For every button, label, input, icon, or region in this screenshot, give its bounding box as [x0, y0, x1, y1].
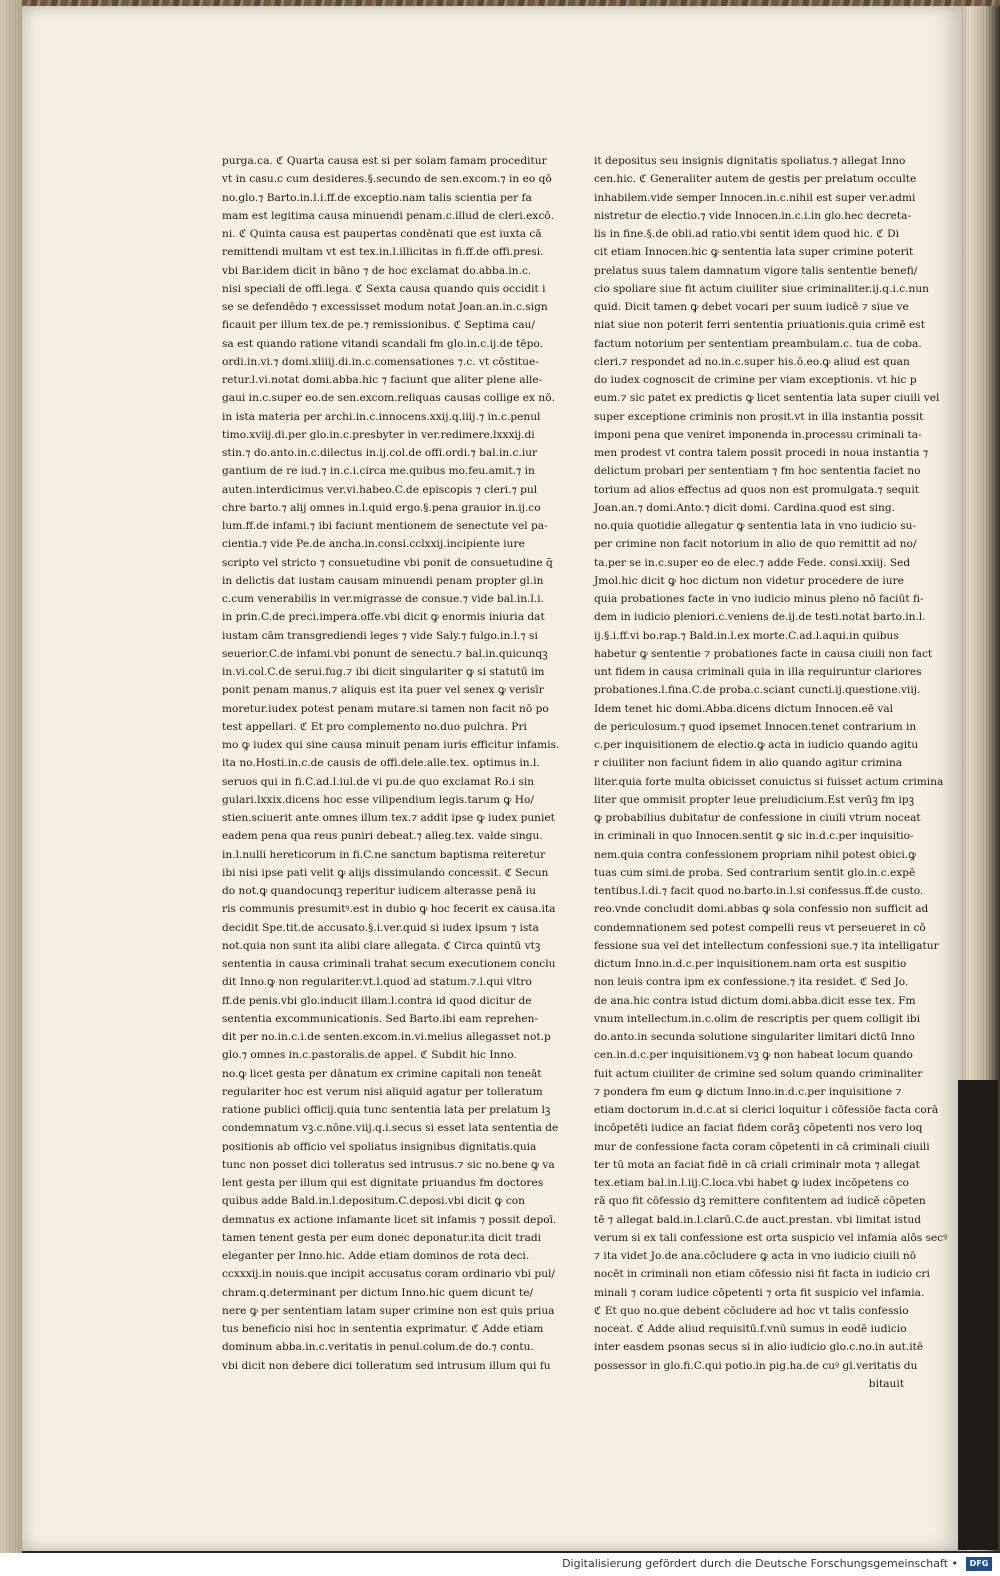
text-line: Idem tenet hic domi.Abba.dicens dictum Innocen.eē val: [594, 702, 894, 715]
text-line: nem.quia contra confessionem propriam nihil potest obici.ꝙ: [594, 848, 917, 861]
text-line: prelatus suus talem damnatum vigore talis sententie benefi/: [594, 264, 918, 277]
text-line: iustam cām transgrediendi leges ⁊ vide Saly.⁊ fulgo.in.l.⁊ si: [222, 629, 538, 642]
text-line: possessor in glo.fi.C.qui potio.in pig.ha.de cuꝰ gl.veritatis du: [594, 1359, 918, 1372]
text-line: in ista materia per archi.in.c.innocens.xxij.q.iiij.⁊ in.c.penul: [222, 410, 541, 423]
text-line: fessione sua vel det intellectum confessioni sue.⁊ ita intelligatur: [594, 939, 939, 952]
text-line: chre barto.⁊ alij omnes in.l.quid ergo.§.pena grauior in.ij.co: [222, 501, 541, 514]
text-line: lent gesta per illum qui est dignitate priuandus fm doctores: [222, 1177, 544, 1189]
text-line: seruos qui in fi.C.ad.l.iul.de vi pu.de quo exclamat Ro.i sin: [222, 775, 535, 788]
text-line: auten.interdicimus ver.vi.habeo.C.de episcopis ⁊ cleri.⁊ pul: [222, 483, 538, 496]
text-line: in.l.nulli hereticorum in fi.C.ne sanctum baptisma reiteretur: [222, 848, 546, 861]
text-line: do not.ꝙ quandocunqꝫ reperitur iudicem alterasse penā iu: [222, 885, 536, 897]
text-line: timo.xviij.di.per glo.in.c.presbyter in ver.redimere.lxxxij.di: [222, 428, 535, 441]
text-line: seuerior.C.de infami.vbi ponunt de senectu.⁊ bal.in.quicunqꝫ: [222, 647, 548, 660]
right-text-column: [594, 152, 948, 1393]
text-line: men prodest vt contra talem possit procedi in noua instantia ⁊: [594, 447, 929, 459]
text-line: lum.ff.de infami.⁊ ibi faciunt mentionem de senectute vel pa-: [222, 520, 548, 532]
text-line: cio spoliare siue fit actum ciuiliter siue criminaliter.ij.q.i.c.nun: [594, 282, 929, 295]
text-line: probationes.l.fina.C.de proba.c.sciant cuncti.ij.questione.viij.: [594, 684, 921, 697]
text-line: reo.vnde concludit domi.abbas ꝙ sola confessio non sufficit ad: [594, 903, 929, 916]
text-line: cleri.⁊ respondet ad no.in.c.super his.ō.eo.ꝙ aliud est quan: [594, 355, 910, 368]
text-line: dictum Inno.in.d.c.per inquisitionem.nam orta est suspitio: [594, 958, 907, 970]
text-line: nocēt in criminali non etiam cōfessio nisi fit facta in iudicio cri: [594, 1268, 930, 1281]
text-line: lis in fine.§.de obli.ad ratio.vbi sentit idem quod hic. ℭ Di: [594, 228, 899, 240]
text-line: ⁊ ita videt Jo.de ana.cōcludere ꝙ acta in vno iudicio ciuili nō: [594, 1250, 917, 1262]
text-line: tuas cum simi.de proba. Sed contrarium sentit glo.in.c.expē: [594, 866, 916, 879]
text-line: inter easdem psonas secus si in alio iudicio glo.c.no.in aut.itē: [594, 1341, 924, 1354]
text-line: habetur ꝙ sententie ⁊ probationes facte in causa ciuili non fact: [594, 647, 933, 660]
text-line: mo ꝙ iudex qui sine causa minuit penam iuris efficitur infamis.: [222, 739, 560, 751]
text-line: rā quo fit cōfessio dꝫ remittere confitentem ad iudicē cōpeten: [594, 1195, 926, 1208]
text-line: vbi Bar.idem dicit in bāno ⁊ de hoc exclamat do.abba.in.c.: [222, 264, 532, 277]
text-line: remittendi multam vt est tex.in.l.illicitas in fi.ff.de offi.presi.: [222, 246, 544, 259]
text-line: condemnationem sed potest compelli reus vt perseueret in cō: [594, 921, 926, 934]
text-line: in.vi.col.C.de serui.fug.⁊ ibi dicit singulariter ꝙ si statutū im: [222, 666, 545, 678]
text-line: quibus adde Bald.in.l.depositum.C.deposi.vbi dicit ꝙ con: [222, 1195, 526, 1208]
text-line: stien.sciuerit ante omnes illum tex.⁊ addit ipse ꝙ iudex puniet: [222, 812, 555, 824]
text-line: moretur.iudex potest penam mutare.si tamen non facit nō po: [222, 702, 549, 715]
text-line: quia probationes facte in vno iudicio minus pleno nō faciūt fi-: [594, 593, 924, 605]
text-line: ⁊ pondera fm eum ꝙ dictum Inno.in.d.c.per inquisitione ⁊: [594, 1085, 902, 1098]
text-line: it depositus seu insignis dignitatis spoliatus.⁊ allegat Inno: [594, 155, 906, 167]
text-line: condemnatum vꝫ.c.nōne.viij.q.i.secus si esset lata sententia de: [222, 1122, 559, 1135]
text-line: etiam doctorum in.d.c.at si clerici loquitur i cōfessiōe facta corā: [594, 1104, 939, 1116]
binding-shadow: [958, 1080, 998, 1550]
text-line: mur de confessione facta coram cōpetenti in cā criminali ciuili: [594, 1140, 930, 1153]
text-line: vt in casu.c cum desideres.§.secundo de sen.excom.⁊ in eo qō: [222, 173, 552, 186]
text-line: cen.in.d.c.per inquisitionem.vꝫ ꝙ non habeat locum quando: [594, 1049, 913, 1062]
text-line: ris communis presumitꝰ.est in dubio ꝙ hoc fecerit ex causa.ita: [222, 903, 556, 916]
text-line: cientia.⁊ vide Pe.de ancha.in.consi.cclxxij.incipiente iure: [222, 538, 525, 551]
text-line: quid. Dicit tamen ꝙ debet vocari per suum iudicē ⁊ siue ve: [594, 301, 909, 313]
text-line: retur.l.vi.notat domi.abba.hic ⁊ faciunt que aliter plene alle-: [222, 374, 543, 386]
text-line: decidit Spe.tit.de accusato.§.i.ver.quid si iudex ipsum ⁊ ista: [222, 921, 539, 934]
text-line: fuit actum ciuiliter de crimine sed solum quando criminaliter: [594, 1067, 923, 1080]
text-line: not.quia non sunt ita alibi clare allegata. ℭ Circa quintū vtꝫ: [222, 939, 541, 952]
text-line: dit Inno.ꝙ non regulariter.vt.l.quod ad statum.⁊.l.qui vltro: [222, 976, 532, 989]
text-line: ℭ Et quo no.que debent cōcludere ad hoc vt talis confessio: [594, 1304, 909, 1317]
text-line: do iudex cognoscit de crimine per viam exceptionis. vt hic p: [594, 374, 917, 386]
text-line: non leuis contra ipm ex confessione.⁊ ita residet. ℭ Sed Jo.: [594, 976, 909, 989]
text-line: delictum probari per sententiam ⁊ fm hoc sententia faciet no: [594, 465, 921, 478]
text-line: inhabilem.vide semper Innocen.in.c.nihil est super ver.admi: [594, 191, 916, 204]
text-line: gaui in.c.super eo.de sen.excom.reliquas causas collige ex nō.: [222, 392, 555, 405]
footer-credit: Digitalisierung gefördert durch die Deutsche Forschungsgemeinschaft •: [562, 1557, 958, 1570]
text-line: liter.quia forte multa obicisset conuictus si fuisset actum crimina: [594, 775, 944, 788]
text-line: tē ⁊ allegat bald.in.l.clarū.C.de auct.prestan. vbi limitat istud: [594, 1213, 921, 1226]
text-line: nisi speciali de offi.lega. ℭ Sexta causa quando quis occidit i: [222, 282, 546, 295]
text-line: cen.hic. ℭ Generaliter autem de gestis per prelatum occulte: [594, 173, 917, 186]
dfg-logo-icon: DFG: [966, 1557, 992, 1571]
text-line: stin.⁊ do.anto.in.c.dilectus in.ij.col.de offi.ordi.⁊ bal.in.c.iur: [222, 447, 538, 459]
text-line: cit etiam Innocen.hic ꝙ sententia lata super crimine poterit: [594, 246, 914, 259]
text-line: verum si ex tali confessione est orta suspicio vel infamia alōs secꝰ: [594, 1231, 948, 1244]
text-line: c.per inquisitionem de electio.ꝙ acta in iudicio quando agitu: [594, 739, 919, 751]
left-text-column: [222, 152, 560, 1375]
text-line: super exceptione criminis non prosit.vt in illa instantia possit: [594, 410, 924, 423]
text-line: factum notorium per sententiam preambulam.c. tua de coba.: [594, 337, 922, 350]
text-line: noceat. ℭ Adde aliud requisitū.f.vnū sumus in eodē iudicio: [594, 1323, 907, 1335]
text-line: no.glo.⁊ Barto.in.l.i.ff.de exceptio.nam talis scientia per fa: [222, 191, 532, 204]
text-line: de ana.hic contra istud dictum domi.abba.dicit esse tex. Fm: [594, 994, 916, 1007]
text-line: demnatus ex actione infamante licet sit infamis ⁊ possit depoī.: [222, 1213, 557, 1226]
text-line: ordi.in.vi.⁊ domi.xliiij.di.in.c.comensationes ⁊.c. vt cōstitue-: [222, 355, 539, 368]
text-line: incōpetēti iudice an faciat fidem corāꝫ cōpetenti nos vero loq: [594, 1122, 923, 1135]
text-line: ccxxxij.in nouis.que incipit accusatus coram ordinario vbi pul/: [222, 1268, 555, 1281]
text-line: no.ꝙ licet gesta per dānatum ex crimine capitali non teneāt: [222, 1067, 542, 1080]
text-line: ff.de penis.vbi glo.inducit illam.l.contra id quod dicitur de: [222, 994, 532, 1007]
text-line: in prin.C.de preci.impera.offe.vbi dicit ꝙ enormis iniuria dat: [222, 611, 545, 624]
text-line: regulariter hoc est verum nisi aliquid agatur per tolleratum: [222, 1085, 543, 1098]
text-line: positionis ab officio vel spoliatus insignibus dignitatis.quia: [222, 1140, 537, 1153]
text-line: ponit penam manus.⁊ aliquis est ita puer vel senex ꝙ verisīr: [222, 684, 544, 697]
text-line: imponi pena que veniret imponenda in.processu criminali ta-: [594, 428, 922, 441]
text-line: ibi nisi ipse pati velit ꝙ alijs dissimulando concessit. ℭ Secun: [222, 866, 549, 879]
text-line: tus beneficio nisi hoc in sententia exprimatur. ℭ Adde etiam: [222, 1323, 544, 1335]
text-line: vnum intellectum.in.c.olim de rescriptis per quem colligit ibi: [594, 1012, 921, 1025]
digitization-footer: [0, 1553, 1000, 1576]
text-line: in delictis dat iustam causam minuendi penam propter gl.in: [222, 574, 544, 587]
text-line: ta.per se in.c.super eo de elec.⁊ adde Fede. consi.xxiij. Sed: [594, 556, 911, 569]
text-line: Jmol.hic dicit ꝙ hoc dictum non videtur procedere de iure: [594, 574, 904, 587]
text-line: eum.⁊ sic patet ex predictis ꝙ licet sententia lata super ciuili vel: [594, 392, 940, 405]
text-line: sa est quando ratione vitandi scandali fm glo.in.c.ij.de tēpo.: [222, 337, 543, 350]
text-line: c.cum venerabilis in ver.migrasse de consue.⁊ vide bal.in.l.i.: [222, 593, 544, 605]
text-line: dominum abba.in.c.veritatis in penul.colum.de do.⁊ contu.: [222, 1341, 534, 1354]
text-line: ratione publici officij.quia tunc sententia lata per prelatum lꝫ: [222, 1104, 551, 1116]
text-line: dem in iudicio pleniori.c.veniens de.ij.de testi.notat barto.in.l.: [594, 611, 926, 624]
page-stack-left: [0, 0, 22, 1576]
text-line: Joan.an.⁊ domi.Anto.⁊ dicit domi. Cardina.quod est sing.: [594, 501, 896, 514]
text-line: scripto vel stricto ⁊ consuetudine vbi ponit de consuetudine q̄: [222, 556, 553, 569]
text-line: tunc non posset dici tolleratus sed intrusus.⁊ sic no.bene ꝙ va: [222, 1158, 555, 1171]
text-line: mam est legitima causa minuendi penam.c.illud de cleri.excō.: [222, 209, 554, 222]
text-line: ꝙ probabilius dubitatur de confessione in ciuili vtrum noceat: [594, 812, 921, 824]
catchword: bitauit: [868, 1377, 904, 1390]
text-line: chram.q.determinant per dictum Inno.hic quem dicunt te/: [222, 1286, 534, 1299]
text-line: gulari.lxxix.dicens hoc esse vilipendium legis.tarum ꝙ Ho/: [222, 793, 534, 806]
text-line: tentibus.l.di.⁊ facit quod no.barto.in.l.si confessus.ff.de custo.: [594, 885, 924, 897]
text-line: tex.etiam bal.in.l.iij.C.loca.vbi habet ꝙ iudex incōpetens co: [594, 1177, 909, 1189]
text-line: eadem pena qua reus puniri debeat.⁊ alleg.tex. valde singu.: [222, 830, 543, 843]
text-line: nistretur de electio.⁊ vide Innocen.in.c.i.in glo.hec decreta-: [594, 209, 912, 222]
text-line: eleganter per Inno.hic. Adde etiam dominos de rota deci.: [222, 1250, 530, 1262]
text-line: ni. ℭ Quinta causa est paupertas condēnati que est iuxta cā: [222, 228, 542, 240]
text-line: purga.ca. ℭ Quarta causa est si per solam famam proceditur: [222, 155, 547, 167]
text-line: sententia in causa criminali trahat secum executionem conclu: [222, 958, 556, 970]
text-line: torium ad alios effectus ad quos non est promulgata.⁊ sequit: [594, 483, 920, 496]
text-line: r ciuiliter non faciunt fidem in alio quando agitur crimina: [594, 757, 903, 770]
text-line: no.quia quotidie allegatur ꝙ sententia lata in vno iudicio su-: [594, 520, 917, 532]
text-line: nere ꝙ per sententiam latam super crimine non est quis priua: [222, 1304, 555, 1317]
text-line: dit per no.in.c.i.de senten.excom.in.vi.melius allegasset not.p: [222, 1031, 551, 1043]
text-line: do.anto.in secunda solutione singulariter limitari dictū Inno: [594, 1031, 915, 1043]
text-line: gantium de re iud.⁊ in.c.i.circa me.quibus mo.feu.amit.⁊ in: [222, 465, 535, 478]
text-line: se se defendēdo ⁊ excessisset modum notat Joan.an.in.c.sign: [222, 301, 548, 313]
text-line: sententia excommunicationis. Sed Barto.ibi eam reprehen-: [222, 1012, 539, 1025]
text-line: per crimine non facit notorium in alio de quo remittit ad no/: [594, 538, 917, 551]
text-line: ij.§.i.ff.vi bo.rap.⁊ Bald.in.l.ex morte.C.ad.l.aqui.in quibus: [594, 629, 899, 642]
text-line: niat siue non poterit ferri sententia priuationis.quia crimē est: [594, 319, 925, 332]
text-line: tamen tenent gesta per eum donec deponatur.ita dicit tradi: [222, 1231, 542, 1244]
text-line: de periculosum.⁊ quod ipsemet Innocen.tenet contrarium in: [594, 720, 917, 733]
text-line: test appellari. ℭ Et pro complemento no.duo pulchra. Pri: [222, 720, 527, 733]
text-line: liter que ommisit propter leue preiudicium.Est verūꝫ fm ipꝫ: [594, 793, 915, 806]
text-line: ter tū mota an faciat fidē in cā criali criminalr mota ⁊ allegat: [594, 1158, 920, 1171]
text-line: in criminali in quo Innocen.sentit ꝙ sic in.d.c.per inquisitio-: [594, 830, 914, 843]
text-line: minali ⁊ coram iudice cōpetenti ⁊ orta fit suspicio vel infamia.: [594, 1286, 925, 1299]
text-line: unt fidem in causa criminali quia in illa requiruntur clariores: [594, 666, 922, 678]
text-line: glo.⁊ omnes in.c.pastoralis.de appel. ℭ Subdit hic Inno.: [222, 1049, 517, 1062]
text-line: ficauit per illum tex.de pe.⁊ remissionibus. ℭ Septima cau/: [222, 319, 535, 332]
text-line: vbi dicit non debere dici tolleratum sed intrusum illum qui fu: [222, 1359, 551, 1372]
text-line: ita no.Hosti.in.c.de causis de offi.dele.alle.tex. optimus in.l.: [222, 757, 540, 770]
